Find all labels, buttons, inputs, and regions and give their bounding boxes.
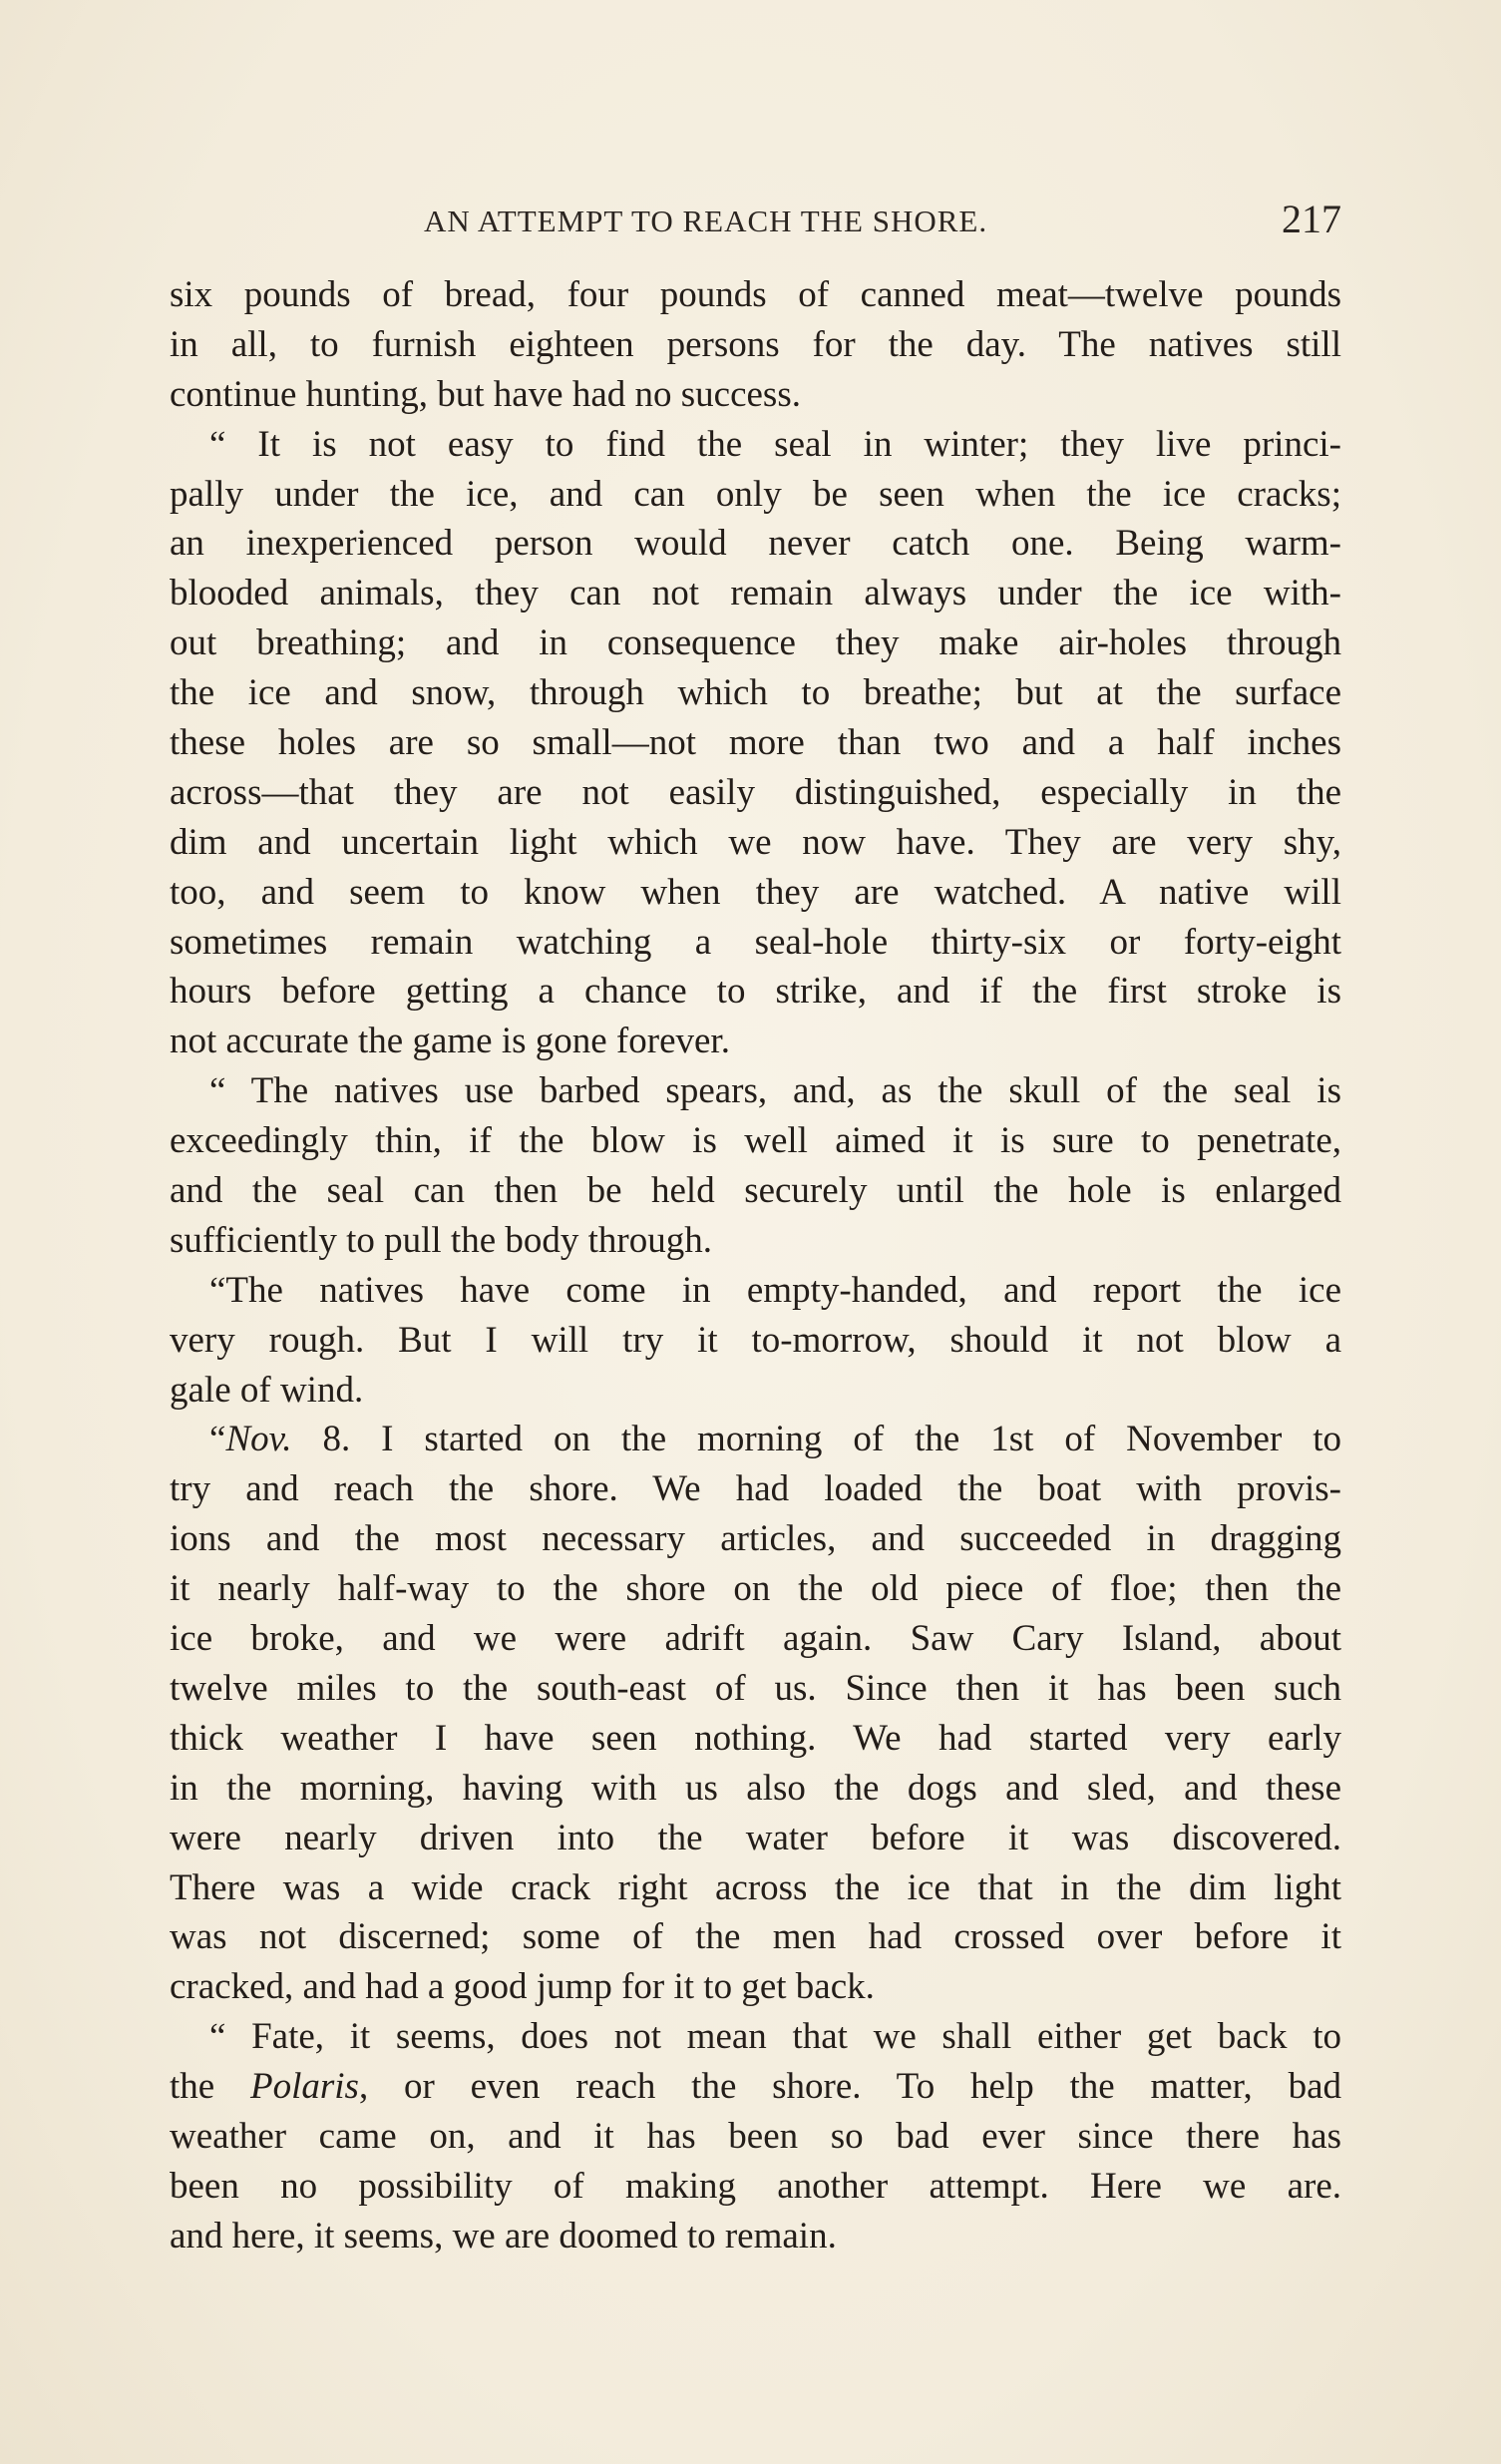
text-line: not accurate the game is gone forever.	[170, 1021, 730, 1062]
text-line: continue hunting, but have had no success.	[170, 373, 801, 415]
text-line: thick weather I have seen nothing. We had started very early	[170, 1717, 1341, 1759]
text-span: , or even reach the shore. To help the matter, bad	[358, 2066, 1341, 2108]
text-line: ice broke, and we were adrift again. Saw Cary Island, about	[170, 1618, 1341, 1660]
text-line: very rough. But I will try it to-morrow, should it not blow a	[170, 1319, 1341, 1361]
text-span: “	[209, 1419, 226, 1460]
text-line: out breathing; and in consequence they make air-holes through	[170, 622, 1341, 664]
text-line: “ It is not easy to find the seal in winter; they live princi-	[209, 423, 1341, 465]
text-line: too, and seem to know when they are watched. A native will	[170, 871, 1341, 913]
running-title: AN ATTEMPT TO REACH THE SHORE.	[424, 204, 988, 238]
text-line: the ice and snow, through which to breathe; but at the surface	[170, 672, 1341, 714]
running-header	[170, 196, 1341, 245]
text-line: been no possibility of making another attempt. Here we are.	[170, 2165, 1341, 2207]
text-line: try and reach the shore. We had loaded the boat with provis-	[170, 1468, 1341, 1510]
page-number: 217	[1282, 197, 1341, 241]
text-line: “ Fate, it seems, does not mean that we shall either get back to	[209, 2016, 1341, 2058]
text-line: in the morning, having with us also the dogs and sled, and these	[170, 1767, 1341, 1809]
text-line: ions and the most necessary articles, and succeeded in dragging	[170, 1518, 1341, 1560]
text-line: were nearly driven into the water before it was discovered.	[170, 1817, 1341, 1858]
text-line: exceedingly thin, if the blow is well aimed it is sure to penetrate,	[170, 1120, 1341, 1162]
text-line: was not discerned; some of the men had crossed over before it	[170, 1916, 1341, 1958]
text-line: hours before getting a chance to strike, and if the first stroke is	[170, 971, 1341, 1013]
text-line: dim and uncertain light which we now have. They are very shy,	[170, 821, 1341, 863]
italic-ship-name: Polaris	[250, 2066, 359, 2108]
text-line: six pounds of bread, four pounds of canned meat—twelve pounds	[170, 274, 1341, 315]
text-line: sometimes remain watching a seal-hole thirty-six or forty-eight	[170, 921, 1341, 963]
text-line: There was a wide crack right across the ice that in the dim light	[170, 1866, 1341, 1908]
body-text	[170, 270, 1341, 2261]
text-line: it nearly half-way to the shore on the old piece of floe; then the	[170, 1568, 1341, 1610]
text-line: cracked, and had a good jump for it to get back.	[170, 1966, 875, 2008]
text-line: weather came on, and it has been so bad ever since there has	[170, 2115, 1341, 2157]
text-line: an inexperienced person would never catch one. Being warm-	[170, 523, 1341, 565]
text-line: pally under the ice, and can only be seen when the ice cracks;	[170, 473, 1341, 515]
italic-date: Nov.	[225, 1419, 292, 1460]
text-span: 8. I started on the morning of the 1st of November to	[291, 1419, 1341, 1460]
text-line	[170, 1415, 1341, 1464]
text-span: the	[170, 2066, 250, 2108]
text-line: and here, it seems, we are doomed to remain.	[170, 2215, 837, 2257]
text-line	[170, 2062, 1341, 2112]
text-line: “ The natives use barbed spears, and, as the skull of the seal is	[209, 1070, 1341, 1112]
text-line: twelve miles to the south-east of us. Since then it has been such	[170, 1667, 1341, 1709]
text-line: “The natives have come in empty-handed, and report the ice	[209, 1269, 1341, 1311]
text-line: blooded animals, they can not remain always under the ice with-	[170, 573, 1341, 615]
text-line: gale of wind.	[170, 1369, 364, 1411]
text-line: and the seal can then be held securely until the hole is enlarged	[170, 1170, 1341, 1212]
text-line: in all, to furnish eighteen persons for the day. The natives still	[170, 323, 1341, 365]
text-line: sufficiently to pull the body through.	[170, 1219, 712, 1261]
text-line: these holes are so small—not more than two and a half inches	[170, 722, 1341, 764]
text-line: across—that they are not easily distinguished, especially in the	[170, 771, 1341, 813]
